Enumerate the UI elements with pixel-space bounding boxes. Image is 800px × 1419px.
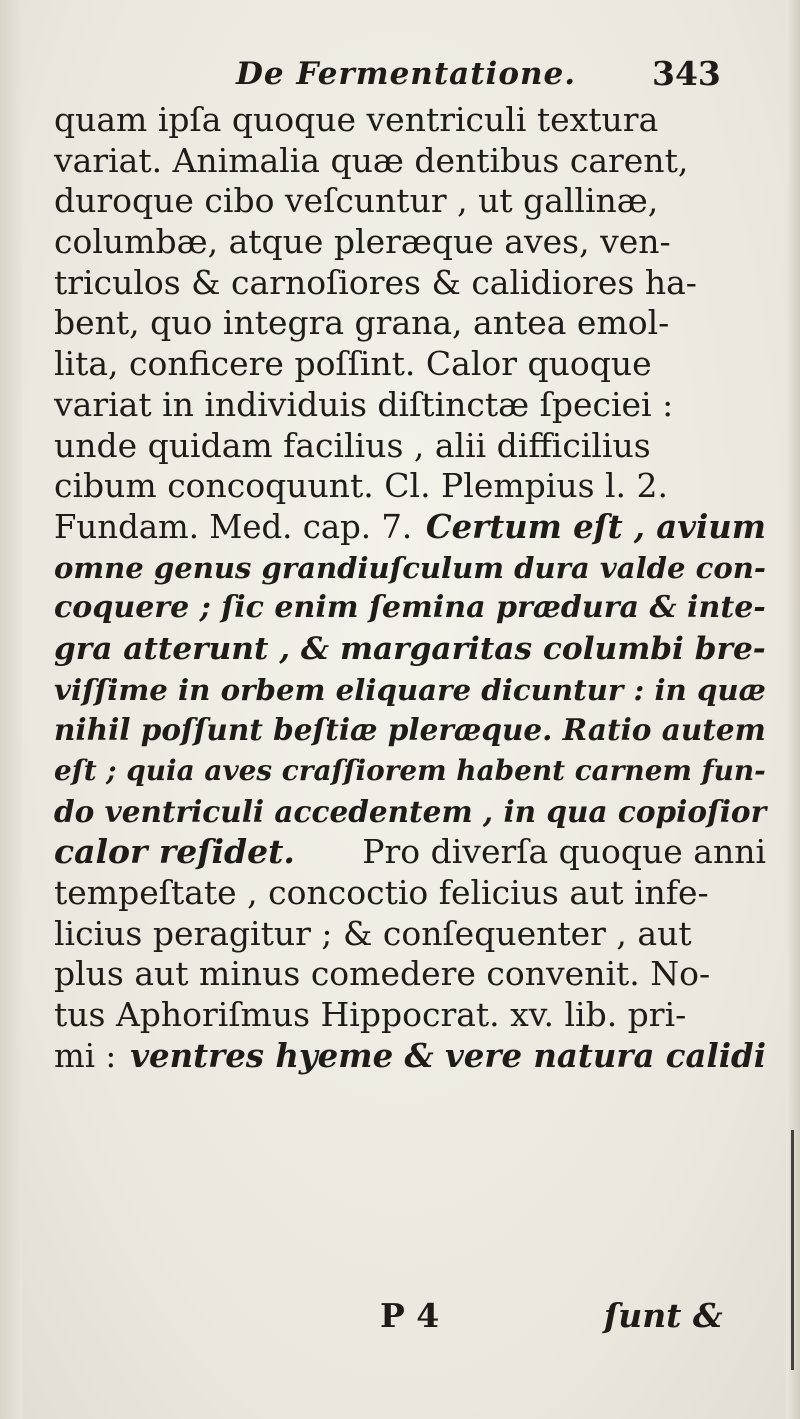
line-text: licius peragitur ; & conſequenter , aut xyxy=(54,913,692,953)
line-text: Pro diverſa quoque anni xyxy=(362,832,766,872)
signature-mark: P 4 xyxy=(380,1296,440,1335)
line-text: duroque cibo veſcuntur , ut gallinæ, xyxy=(54,181,659,221)
text-line xyxy=(54,1036,766,1077)
line-text: cibum concoquunt. Cl. Plempius l. 2. xyxy=(54,466,669,506)
text-line-italic xyxy=(54,588,766,629)
line-text: coquere ; ſic enim ſemina prædura & inte- xyxy=(54,590,766,626)
line-text-italic: calor reſidet. xyxy=(54,832,295,872)
text-line xyxy=(54,426,766,467)
line-text: do ventriculi accedentem , in qua copioſior xyxy=(54,793,767,829)
line-text: omne genus grandiuſculum dura valde con- xyxy=(54,550,766,585)
line-text: lita, conficere poſſint. Calor quoque xyxy=(54,344,652,384)
line-text: tempeſtate , concoctio felicius aut infe- xyxy=(54,873,709,913)
text-line xyxy=(54,954,766,995)
line-text-italic: ventres hyeme & vere natura calidi xyxy=(130,1036,766,1075)
page-header xyxy=(0,48,800,102)
text-line-italic xyxy=(54,751,766,792)
text-line xyxy=(54,873,766,914)
text-line xyxy=(54,141,766,182)
line-text: gra atterunt , & margaritas columbi bre- xyxy=(54,630,766,667)
body-text xyxy=(54,100,766,1077)
text-line xyxy=(54,100,766,141)
text-line-italic xyxy=(54,670,766,711)
text-line xyxy=(54,263,766,304)
line-text: Fundam. Med. cap. 7. xyxy=(54,507,413,546)
page-number: 343 xyxy=(652,54,721,93)
text-line xyxy=(54,507,766,548)
line-text: quam ipſa quoque ventriculi textura xyxy=(54,100,659,139)
text-line-italic xyxy=(54,710,766,751)
line-text: triculos & carnoſiores & calidiores ha- xyxy=(54,262,697,302)
text-line xyxy=(54,181,766,222)
line-text: mi : xyxy=(54,1036,117,1075)
line-text: variat. Animalia quæ dentibus carent, xyxy=(54,140,689,180)
line-text: bent, quo integra grana, antea emol- xyxy=(54,303,670,343)
line-text: variat in individuis diſtinctæ ſpeciei : xyxy=(54,384,674,424)
line-text: unde quidam facilius , alii difficilius xyxy=(54,425,651,465)
catchword: ſunt & xyxy=(604,1296,723,1335)
running-title: De Fermentatione. xyxy=(236,56,577,92)
text-line-italic xyxy=(54,792,766,833)
text-line xyxy=(54,832,766,873)
line-text: columbæ, atque pleræque aves, ven- xyxy=(54,222,671,262)
line-text: eſt ; quia aves craſſiorem habent carnem fun- xyxy=(54,754,766,787)
page-footer xyxy=(0,1296,800,1342)
text-line xyxy=(54,466,766,507)
line-text-italic: Certum eſt , avium xyxy=(425,507,766,546)
line-text: viſſime in orbem eliquare dicuntur : in quæ xyxy=(54,672,766,707)
text-line xyxy=(54,995,766,1036)
text-line xyxy=(54,222,766,263)
line-text: plus aut minus comedere convenit. No- xyxy=(54,954,711,994)
line-text: nihil poſſunt beſtiæ pleræque. Ratio autem xyxy=(54,712,766,748)
text-line-italic xyxy=(54,629,766,670)
line-text: tus Aphoriſmus Hippocrat. xv. lib. pri- xyxy=(54,995,687,1035)
text-line xyxy=(54,344,766,385)
text-line xyxy=(54,303,766,344)
left-page-edge xyxy=(0,0,22,1419)
text-line xyxy=(54,914,766,955)
text-line xyxy=(54,385,766,426)
text-line-italic xyxy=(54,548,766,589)
